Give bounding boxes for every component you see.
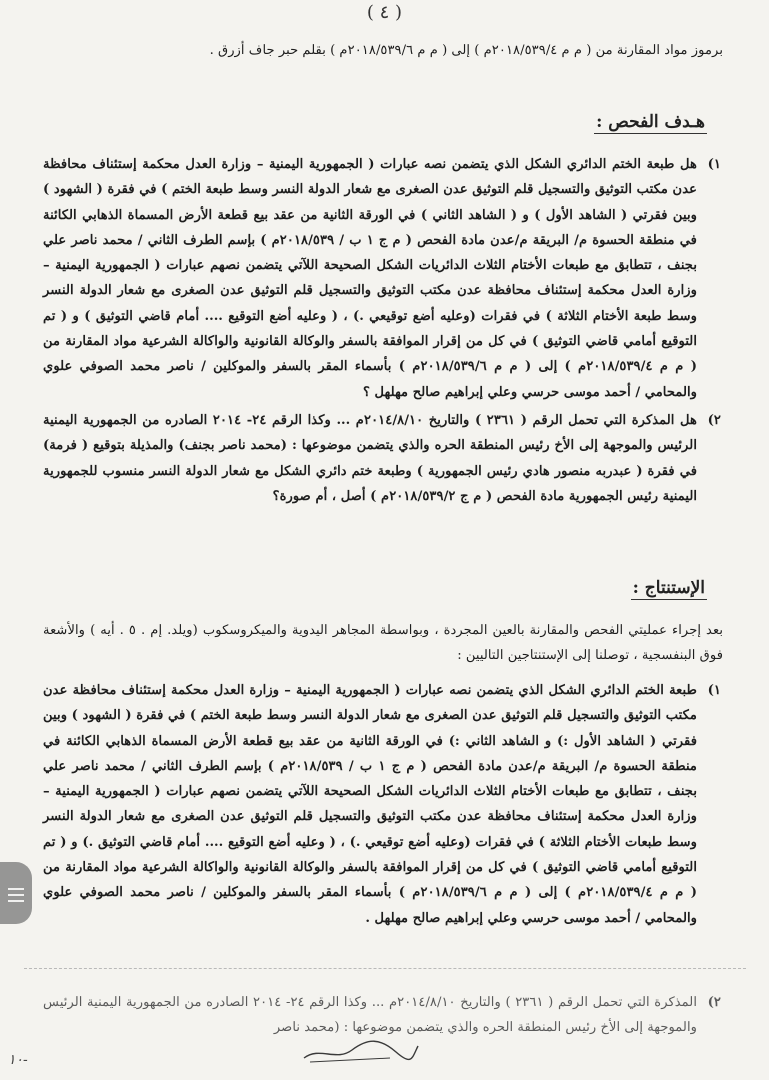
exam-objective-list: [43, 152, 723, 509]
intro-text: برموز مواد المقارنة من ( م م ٢٠١٨/٥٣٩/٤م ) إلى ( م م ٢٠١٨/٥٣٩/٦م ) بقلم حبر جاف أزرق .: [209, 43, 723, 58]
page-number: ( ٤ ): [366, 2, 403, 23]
grip-line-icon: [8, 888, 24, 890]
list-item: [43, 678, 723, 931]
conclusion-list: [43, 678, 723, 931]
scroll-handle[interactable]: [0, 862, 32, 924]
grip-line-icon: [8, 894, 24, 896]
item-number: ١): [707, 683, 721, 698]
item-text: المذكرة التي تحمل الرقم ( ٢٣٦١ ) والتاريخ ٢٠١٤/٨/١٠م ... وكذا الرقم ٢٤- ٢٠١٤ الصادره من الجمهورية اليمنية الرئيس والموجهة إلى الأخ رئيس المنطقة الحره والذي يتضمن موضوعها : (محمد ناصر: [43, 995, 697, 1036]
list-item: [43, 152, 723, 405]
signature-scribble: [300, 1028, 420, 1068]
item-number: ٢): [707, 995, 721, 1010]
corner-mark: -١٠: [8, 1052, 28, 1068]
list-item: [43, 408, 723, 509]
intro-paragraph: [43, 38, 723, 63]
grip-line-icon: [8, 900, 24, 902]
item-number: ١): [707, 157, 721, 172]
item-number: ٢): [707, 412, 721, 428]
conclusion-lead: [43, 618, 723, 669]
conclusion-lead-text: بعد إجراء عمليتي الفحص والمقارنة بالعين المجردة ، وبواسطة المجاهر اليدوية والميكروسكوب (ويلد. إم . ٥ . أيه ) والأشعة فوق البنفسجية ، توصلنا إلى الإستنتاجين التاليين :: [43, 623, 723, 664]
item-text: هل المذكرة التي تحمل الرقم ( ٢٣٦١ ) والتاريخ ٢٠١٤/٨/١٠م ... وكذا الرقم ٢٤- ٢٠١٤ الصادره من الجمهورية اليمنية الرئيس والموجهة إلى الأخ رئيس المنطقة الحره والذي يتضمن موضوعها : (محمد ناصر بجنف) والمذيلة بتوقيع ( فرمة) في فقرة ( عبدربه منصور هادي رئيس الجمهورية ) وطبعة ختم دائري الشكل مع شعار الدولة النسر منسوب للجمهورية اليمنية رئيس الجمهورية مادة الفحص ( م ج ٢٠١٨/٥٣٩/٢م ) أصل ، أم صورة؟: [43, 412, 697, 504]
conclusion-heading: الإستنتاج :: [632, 578, 705, 598]
exam-objective-heading: هـدف الفحص :: [596, 112, 705, 132]
page-divider: [24, 968, 746, 969]
item-text: هل طبعة الختم الدائري الشكل الذي يتضمن نصه عبارات ( الجمهورية اليمنية – وزارة العدل محكمة إستئناف محافظة عدن مكتب التوثيق والتسجيل قلم التوثيق عدن الصغرى مع شعار الدولة النسر وسط طبعة الختم ) في فقرة ( الشهود ) وبين فقرتي ( الشاهد الأول ) و ( الشاهد الثاني ) في الورقة الثانية من عقد بيع قطعة الأرض المسماة الذهابي الكائنة في منطقة الحسوة م/ البريقة م/عدن مادة الفحص ( م ج ١ ب / ٢٠١٨/٥٣٩م ) بإسم الطرف الثاني / محمد ناصر علي بجنف ، تتطابق مع طبعات الأختام الثلاث الدائريات الشكل الصحيحة اللآتي يتضمن نصهم عبارات ( الجمهورية اليمنية – وزارة العدل محكمة إستئناف محافظة عدن مكتب التوثيق والتسجيل قلم التوثيق عدن الصغرى مع شعار الدولة النسر وسط طبعة الأختام الثلاثة ) في فقرات (وعليه أضع توقيعي .) ، ( وعليه أضع التوقيع .... أمام قاضي التوثيق ) و ( تم التوقيع أمامي قاضي التوثيق ) في كل من إقرار الموافقة بالسفر والوكالة القانونية والواكالة الشرعية مواد المقارنة من ( م م ٢٠١٨/٥٣٩/٤م ) إلى ( م م ٢٠١٨/٥٣٩/٦م ) بأسماء المقر بالسفر والموكلين / ناصر محمد الصوفي علوي والمحامي / أحمد موسى حرسي وعلي إبراهيم صالح مهلهل ؟: [43, 157, 698, 400]
item-text: طبعة الختم الدائري الشكل الذي يتضمن نصه عبارات ( الجمهورية اليمنية – وزارة العدل محكمة إستئناف محافظة عدن مكتب التوثيق والتسجيل قلم التوثيق عدن الصغرى مع شعار الدولة النسر وسط طبعة الختم ) في فقرة ( الشهود ) وبين فقرتي ( الشاهد الأول :) و الشاهد الثاني :) في الورقة الثانية من عقد بيع قطعة الأرض المسماة الذهابي الكائنة في منطقة الحسوة م/ البريقة م/عدن مادة الفحص ( م ج ١ ب / ٢٠١٨/٥٣٩م ) بإسم الطرف الثاني / محمد ناصر علي بجنف ، تتطابق مع طبعات الأختام الثلاث الدائريات الشكل الصحيحة اللآتي يتضمن نصهم عبارات ( الجمهورية اليمنية – وزارة العدل محكمة إستئناف محافظة عدن مكتب التوثيق والتسجيل قلم التوثيق عدن الصغرى مع شعار الدولة النسر وسط طبعات الأختام الثلاثة ) في فقرات (وعليه أضع توقيعي .) ، ( وعليه أضع التوقيع .... أمام قاضي التوثيق .) و ( تم التوقيع أمامي قاضي التوثيق ) في كل من إقرار الموافقة بالسفر والوكالة القانونية والواكالة الشرعية مواد المقارنة من ( م م ٢٠١٨/٥٣٩/٤م ) إلى ( م م ٢٠١٨/٥٣٩/٦م ) بأسماء المقر بالسفر والموكلين / ناصر محمد الصوفي علوي والمحامي / أحمد موسى حرسي وعلي إبراهيم صالح مهلهل .: [43, 683, 698, 926]
